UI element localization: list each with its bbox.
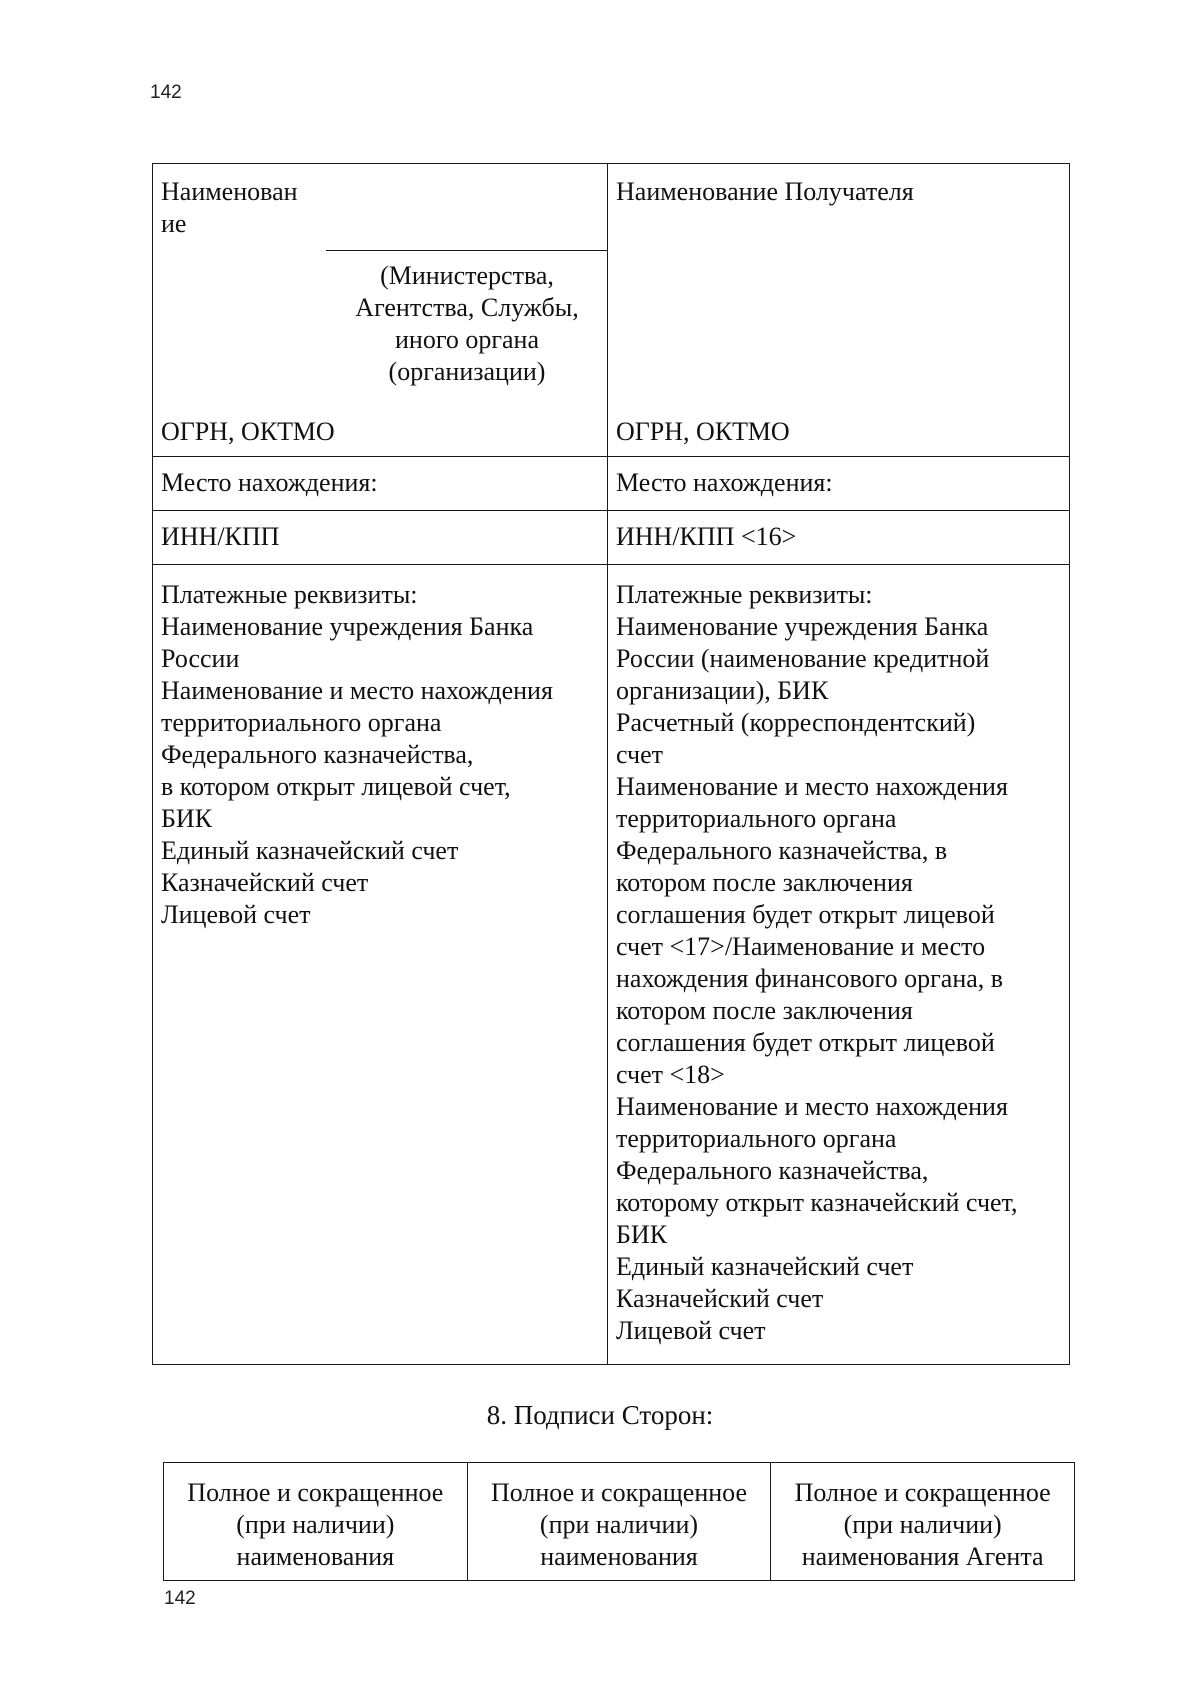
payment-detail-line: России <box>161 644 240 673</box>
payment-detail-line: Наименование учреждения Банка <box>161 612 534 641</box>
payment-detail-line: Платежные реквизиты: <box>161 580 418 609</box>
payment-detail-line: Единый казначейский счет <box>616 1252 914 1281</box>
left-inn-kpp: ИНН/КПП <box>153 511 608 565</box>
org-type-line: (Министерства, <box>380 261 554 290</box>
signature-cell <box>771 1463 1075 1581</box>
payment-detail-line: Расчетный (корреспондентский) <box>616 708 976 737</box>
payment-detail-line: Казначейский счет <box>616 1284 824 1313</box>
payment-detail-line: БИК <box>161 804 213 833</box>
payment-detail-line: России (наименование кредитной <box>616 644 990 673</box>
signature-line: (при наличии) <box>843 1510 1002 1539</box>
left-location: Место нахождения: <box>153 457 608 511</box>
payment-detail-line: Федерального казначейства, в <box>616 836 948 865</box>
table-row <box>153 457 1070 511</box>
payment-detail-line: Лицевой счет <box>161 900 311 929</box>
signatures-table <box>163 1462 1075 1581</box>
payment-detail-line: Наименование и место нахождения <box>616 772 1008 801</box>
payment-detail-line: котором после заключения <box>616 868 913 897</box>
org-type-line: (организации) <box>388 357 546 386</box>
payment-detail-line: организации), БИК <box>616 676 829 705</box>
payment-detail-line: Платежные реквизиты: <box>616 580 873 609</box>
payment-detail-line: нахождения финансового органа, в <box>616 964 1004 993</box>
signature-line: наименования Агента <box>801 1542 1044 1571</box>
signature-line: Полное и сокращенное <box>794 1478 1051 1507</box>
signatures-title: 8. Подписи Сторон: <box>486 1400 714 1430</box>
left-payment-details <box>153 565 608 1365</box>
payment-detail-line: территориального органа <box>616 804 897 833</box>
table-row <box>164 1463 1075 1581</box>
signature-line: (при наличии) <box>539 1510 699 1539</box>
signature-cell <box>164 1463 468 1581</box>
payment-detail-line: Казначейский счет <box>161 868 369 897</box>
payment-detail-line: котором после заключения <box>616 996 913 1025</box>
payment-detail-line: соглашения будет открыт лицевой <box>616 900 995 929</box>
name-underline <box>326 250 608 251</box>
payment-detail-line: Федерального казначейства, <box>616 1156 929 1185</box>
payment-detail-line: Федерального казначейства, <box>161 740 474 769</box>
left-name-label-line2: ие <box>161 209 187 238</box>
payment-detail-line: Наименование и место нахождения <box>616 1092 1008 1121</box>
signature-line: Полное и сокращенное <box>187 1478 444 1507</box>
payment-detail-line: Лицевой счет <box>616 1316 766 1345</box>
payment-detail-line: Наименование и место нахождения <box>161 676 553 705</box>
payment-detail-line: счет <box>616 740 663 769</box>
payment-detail-line: Наименование учреждения Банка <box>616 612 989 641</box>
signature-cell <box>467 1463 771 1581</box>
payment-detail-line: счет <17>/Наименование и место <box>616 932 986 961</box>
org-type-line: Агентства, Службы, <box>355 293 579 322</box>
recipient-name-label: Наименование Получателя <box>616 177 914 206</box>
left-name-label-line1: Наименован <box>161 177 298 206</box>
right-payment-details <box>608 565 1070 1365</box>
right-name-cell <box>608 164 1070 457</box>
payment-detail-line: БИК <box>616 1220 668 1249</box>
page-number-top: 142 <box>150 82 182 103</box>
left-ogrn: ОГРН, ОКТМО <box>161 417 335 446</box>
org-types <box>326 260 608 388</box>
left-name-cell <box>153 164 608 457</box>
signature-line: наименования <box>540 1542 698 1571</box>
org-type-line: иного органа <box>394 325 539 354</box>
signature-line: (при наличии) <box>236 1510 395 1539</box>
payment-detail-line: в котором открыт лицевой счет, <box>161 772 511 801</box>
table-row <box>153 164 1070 457</box>
left-name-label <box>161 176 311 240</box>
page-number-bottom: 142 <box>164 1588 196 1609</box>
right-location: Место нахождения: <box>608 457 1070 511</box>
payment-detail-line: территориального органа <box>161 708 442 737</box>
right-inn-kpp: ИНН/КПП <16> <box>608 511 1070 565</box>
right-ogrn: ОГРН, ОКТМО <box>616 417 790 446</box>
payment-detail-line: территориального органа <box>616 1124 897 1153</box>
payment-detail-line: счет <18> <box>616 1060 725 1089</box>
table-row <box>153 511 1070 565</box>
requisites-table <box>152 163 1070 1365</box>
signature-line: Полное и сокращенное <box>490 1478 748 1507</box>
payment-detail-line: соглашения будет открыт лицевой <box>616 1028 995 1057</box>
signature-line: наименования <box>236 1542 395 1571</box>
table-row <box>153 565 1070 1365</box>
payment-detail-line: которому открыт казначейский счет, <box>616 1188 1018 1217</box>
payment-detail-line: Единый казначейский счет <box>161 836 459 865</box>
